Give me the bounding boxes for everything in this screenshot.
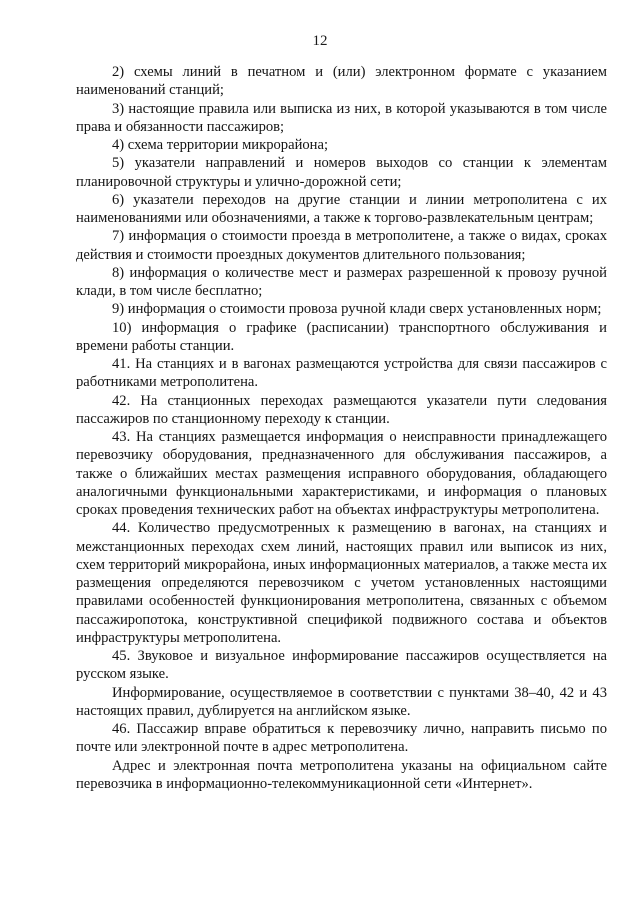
paragraph: 7) информация о стоимости проезда в метрополитене, а также о видах, сроках действия и стоимости проездных документов длительного пользования;: [76, 228, 607, 263]
paragraph: 9) информация о стоимости провоза ручной клади сверх установленных норм;: [112, 301, 602, 318]
paragraph: 3) настоящие правила или выписка из них, в которой указываются в том числе права и обязанности пассажиров;: [76, 100, 607, 135]
page-number: 12: [312, 33, 328, 49]
paragraph: 44. Количество предусмотренных к размещению в вагонах, на станциях и межстанционных переходах схем линий, настоящих правил или выписок из них, схем территорий микрорайона, иных информационных материалов, а также места их размещения определяются перевозчиком с учетом установленных настоящими правилами особенностей функционирования метрополитена, связанных с объемом пассажиропотока, конструктивной спецификой подвижного состава и объектов инфраструктуры метрополитена.: [76, 520, 607, 646]
paragraph: 46. Пассажир вправе обратиться к перевозчику лично, направить письмо по почте или электронной почте в адрес метрополитена.: [76, 721, 607, 756]
paragraph: 2) схемы линий в печатном и (или) электронном формате с указанием наименований станций;: [76, 64, 607, 99]
paragraph: Адрес и электронная почта метрополитена указаны на официальном сайте перевозчика в информационно-телекоммуникационной сети «Интернет».: [76, 757, 607, 792]
paragraph: Информирование, осуществляемое в соответствии с пунктами 38–40, 42 и 43 настоящих правил, дублируется на английском языке.: [76, 684, 607, 719]
paragraph: 45. Звуковое и визуальное информирование пассажиров осуществляется на русском языке.: [76, 648, 607, 683]
paragraph: 8) информация о количестве мест и размерах разрешенной к провозу ручной клади, в том числе бесплатно;: [76, 264, 607, 299]
paragraph: 5) указатели направлений и номеров выходов со станции к элементам планировочной структуры и улично-дорожной сети;: [76, 155, 607, 190]
paragraph: 42. На станционных переходах размещаются указатели пути следования пассажиров по станционному переходу к станции.: [76, 392, 607, 427]
paragraph: 41. На станциях и в вагонах размещаются устройства для связи пассажиров с работниками метрополитена.: [76, 356, 607, 391]
paragraph: 10) информация о графике (расписании) транспортного обслуживания и времени работы станции.: [76, 319, 607, 354]
paragraph: 4) схема территории микрорайона;: [112, 137, 329, 153]
paragraph: 6) указатели переходов на другие станции и линии метрополитена с их наименованиями или обозначениями, а также к торгово-развлекательным центрам;: [76, 191, 607, 226]
document-body: [76, 63, 607, 793]
paragraph: 43. На станциях размещается информация о неисправности принадлежащего перевозчику оборудования, предназначенного для обслуживания пассажиров, а также о ближайших местах размещения исправного оборудования, обладающего аналогичными функциональными характеристиками, и информация о плановых сроках проведения технических работ на объектах инфраструктуры метрополитена.: [76, 429, 607, 518]
